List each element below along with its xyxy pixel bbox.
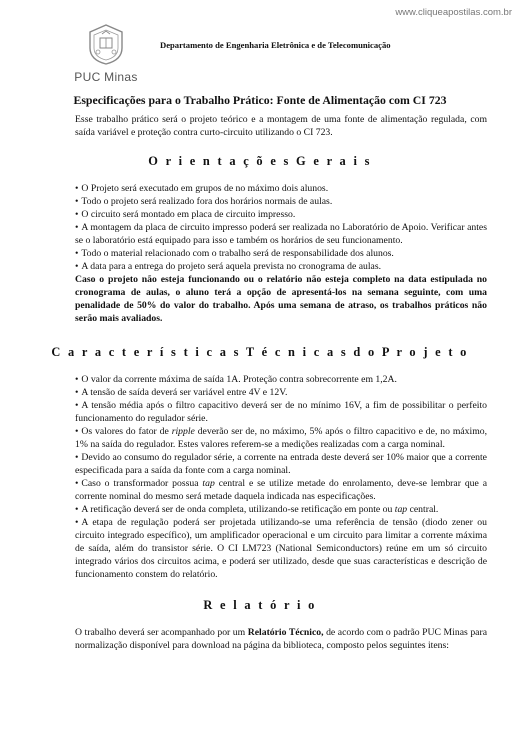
list-item: • Todo o material relacionado com o trabalho será de responsabilidade dos alunos. xyxy=(75,248,394,259)
department-header: Departamento de Engenharia Eletrônica e de Telecomunicação xyxy=(160,40,391,50)
bullet-icon: • xyxy=(75,209,79,220)
caracteristicas-list xyxy=(75,373,487,581)
logo-text: PUC Minas xyxy=(74,70,138,84)
penalty-note: Caso o projeto não esteja funcionando ou o relatório não esteja completo na data estipulada no cronograma de aulas, o aluno terá a opção de apresentá-los na semana seguinte, com uma penalidade de 50% do valor do trabalho. Após uma semana de atraso, os trabalhos práticos não serão mais avaliados. xyxy=(75,274,487,324)
list-item: • A etapa de regulação poderá ser projetada utilizando-se uma referência de tensão (diodo zener ou circuito integrado específico), um amplificador operacional e um circuito para limitar a corrente máxima de saída, além do transistor série. O CI LM723 (National Semiconductors) reúne em um só circuito integrado vários dos circuitos acima, e poderá ser utilizado, desde que suas características e descrição de funcionamento constem do relatório. xyxy=(75,517,487,580)
bullet-icon: • xyxy=(75,248,79,259)
list-item: • Devido ao consumo do regulador série, a corrente na entrada deste deverá ser 10% maior que a corrente especificada para a saída da fonte com a carga nominal. xyxy=(75,452,487,476)
bullet-icon: • xyxy=(75,400,79,411)
list-item: • A montagem da placa de circuito impresso poderá ser realizada no Laboratório de Apoio. Verificar antes se o laboratório está equipado para isso e também os horários de seu funcionamento. xyxy=(75,222,487,246)
bullet-icon: • xyxy=(75,504,79,515)
bullet-icon: • xyxy=(75,196,79,207)
list-item: • Caso o transformador possua tap central e se utilize metade do enrolamento, deve-se lembrar que a corrente nominal do mesmo será metade daquela indicada nas especificações. xyxy=(75,478,487,502)
bullet-icon: • xyxy=(75,426,79,437)
watermark: www.cliqueapostilas.com.br xyxy=(395,7,512,18)
bullet-icon: • xyxy=(75,387,79,398)
document-title: Especificações para o Trabalho Prático: Fonte de Alimentação com CI 723 xyxy=(73,93,447,107)
list-item: • A tensão média após o filtro capacitivo deverá ser de no mínimo 16V, a fim de possibilitar o perfeito funcionamento do regulador série. xyxy=(75,400,487,424)
list-item: • Todo o projeto será realizado fora dos horários normais de aulas. xyxy=(75,196,333,207)
bullet-icon: • xyxy=(75,452,79,463)
bullet-icon: • xyxy=(75,478,79,489)
bullet-icon: • xyxy=(75,517,79,528)
bullet-icon: • xyxy=(75,261,79,272)
list-item: • A data para a entrega do projeto será aquela prevista no cronograma de aulas. xyxy=(75,261,382,272)
puc-minas-logo xyxy=(66,22,146,88)
bullet-icon: • xyxy=(75,374,79,385)
list-item: • O circuito será montado em placa de circuito impresso. xyxy=(75,209,296,220)
orientacoes-list xyxy=(75,182,487,325)
list-item: • A tensão de saída deverá ser variável entre 4V e 12V. xyxy=(75,387,288,398)
relatorio-paragraph: O trabalho deverá ser acompanhado por um Relatório Técnico, de acordo com o padrão PUC Minas para normalização disponível para download na página da biblioteca, composto pelos seguintes itens: xyxy=(75,627,487,651)
list-item: • O valor da corrente máxima de saída 1A. Proteção contra sobrecorrente em 1,2A. xyxy=(75,374,397,385)
list-item: • Os valores do fator de ripple deverão ser de, no máximo, 5% após o filtro capacitivo e de, no máximo, 1% na saída do regulador. Estes valores referem-se a medições realizadas com a carga nominal. xyxy=(75,426,487,450)
section-heading-relatorio: R e l a t ó r i o xyxy=(203,598,317,612)
bullet-icon: • xyxy=(75,183,79,194)
section-heading-orientacoes: O r i e n t a ç õ e s G e r a i s xyxy=(148,154,372,168)
university-seal-icon xyxy=(86,22,126,66)
intro-paragraph: Esse trabalho prático será o projeto teórico e a montagem de uma fonte de alimentação regulada, com saída variável e proteção contra curto-circuito utilizando o CI 723. xyxy=(75,114,487,138)
bullet-icon: • xyxy=(75,222,79,233)
section-heading-caracteristicas: C a r a c t e r í s t i c a s T é c n i c a s d o P r o j e t o xyxy=(51,345,469,359)
list-item: • A retificação deverá ser de onda completa, utilizando-se retificação em ponte ou tap central. xyxy=(75,504,439,515)
list-item: • O Projeto será executado em grupos de no máximo dois alunos. xyxy=(75,183,329,194)
